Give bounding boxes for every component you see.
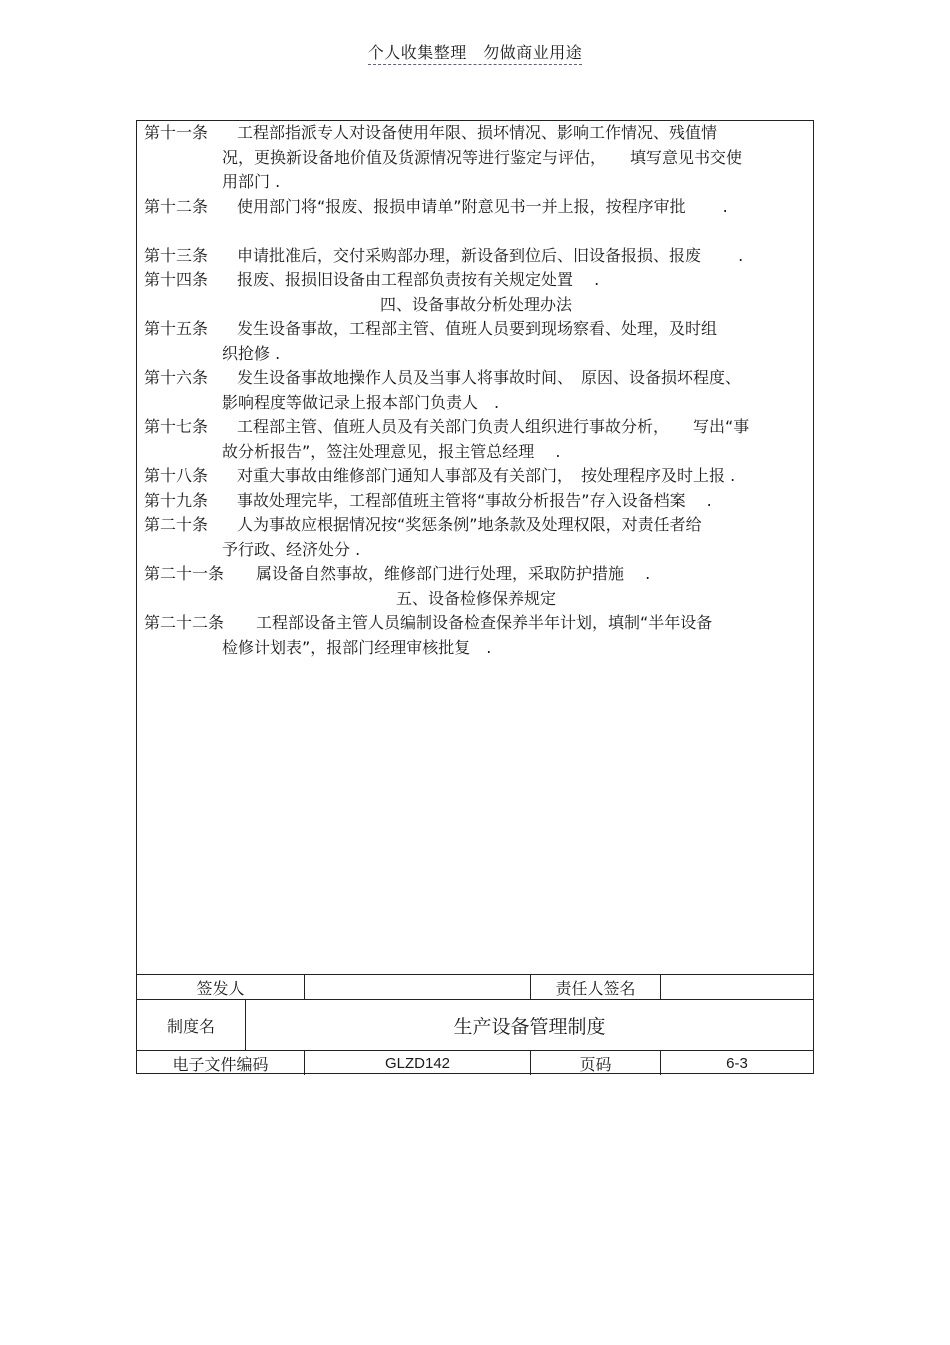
article-15-cont: 织抢修 . [222,343,281,363]
article-text: 报废、报损旧设备由工程部负责按有关规定处置 . [237,270,600,289]
article-12 [144,195,808,220]
ecode-label: 电子文件编码 [137,1051,305,1075]
article-20-cont: 予行政、经济处分 . [222,539,361,559]
section-heading-4: 四、设备事故分析处理办法 [379,294,572,314]
article-text: 工程部指派专人对设备使用年限、损坏情况、影响工作情况、残值情 [237,123,718,142]
article-number: 第十七条 [144,417,209,436]
issuer-field [305,975,531,1000]
article-text: 对重大事故由维修部门通知人事部及有关部门， 按处理程序及时上报 . [237,466,736,485]
article-16 [144,366,808,391]
article-text: 发生设备事故，工程部主管、值班人员要到现场察看、处理，及时组 [237,319,718,338]
page-value: 6-3 [726,1054,748,1072]
article-14 [144,268,808,293]
article-number: 第十四条 [144,270,209,289]
issuer-row [137,974,813,1000]
article-text: 属设备自然事故，维修部门进行处理，采取防护措施 . [256,564,651,583]
page-header [0,40,950,63]
document-frame [136,120,814,1074]
article-22-cont: 检修计划表”，报部门经理审核批复 . [222,637,492,657]
article-text: 使用部门将“报废、报损申请单”附意见书一并上报，按程序审批 . [237,196,728,216]
article-number: 第十九条 [144,490,209,510]
article-number: 第十五条 [144,319,209,338]
article-number: 第十一条 [144,123,209,142]
article-number: 第二十条 [144,515,209,534]
article-11-cont: 用部门 . [222,172,281,191]
code-row [137,1050,813,1075]
article-number: 第二十一条 [144,564,225,583]
policy-row [137,999,813,1051]
article-11 [144,121,808,146]
article-text: 人为事故应根据情况按“奖惩条例”地条款及处理权限，对责任者给 [237,515,702,534]
article-15 [144,317,808,342]
header-watermark: 个人收集整理 勿做商业用途 [368,43,583,65]
issuer-label: 签发人 [137,975,305,1000]
article-16-cont: 影响程度等做记录上报本部门负责人 . [222,392,500,412]
responsible-field [661,975,813,1000]
article-number: 第十三条 [144,245,209,265]
policy-title: 生产设备管理制度 [453,1016,606,1038]
article-text: 工程部设备主管人员编制设备检查保养半年计划，填制“半年设备 [256,613,713,632]
article-17 [144,415,808,440]
article-22 [144,611,808,636]
article-number: 第十六条 [144,368,209,387]
article-number: 第二十二条 [144,613,225,632]
article-text: 事故处理完毕，工程部值班主管将“事故分析报告”存入设备档案 . [237,490,712,510]
article-19 [144,489,808,514]
regulation-body [144,121,808,660]
article-18 [144,464,808,489]
article-20 [144,513,808,538]
page-label: 页码 [531,1051,661,1075]
article-text: 申请批准后，交付采购部办理，新设备到位后、旧设备报损、报废 . [237,245,744,265]
article-13 [144,244,808,269]
article-21 [144,562,808,587]
article-17-cont: 故分析报告”，签注处理意见，报主管总经理 . [222,441,561,461]
section-heading-5: 五、设备检修保养规定 [395,588,556,608]
article-number: 第十二条 [144,196,209,216]
ecode-value: GLZD142 [305,1051,531,1075]
article-11-cont: 况，更换新设备地价值及货源情况等进行鉴定与评估， 填写意见书交使 [222,147,743,167]
article-text: 工程部主管、值班人员及有关部门负责人组织进行事故分析， 写出“事 [237,417,750,436]
policy-label: 制度名 [137,1000,246,1051]
article-number: 第十八条 [144,466,209,485]
article-text: 发生设备事故地操作人员及当事人将事故时间、 原因、设备损坏程度、 [237,368,742,387]
responsible-label: 责任人签名 [531,975,661,1000]
